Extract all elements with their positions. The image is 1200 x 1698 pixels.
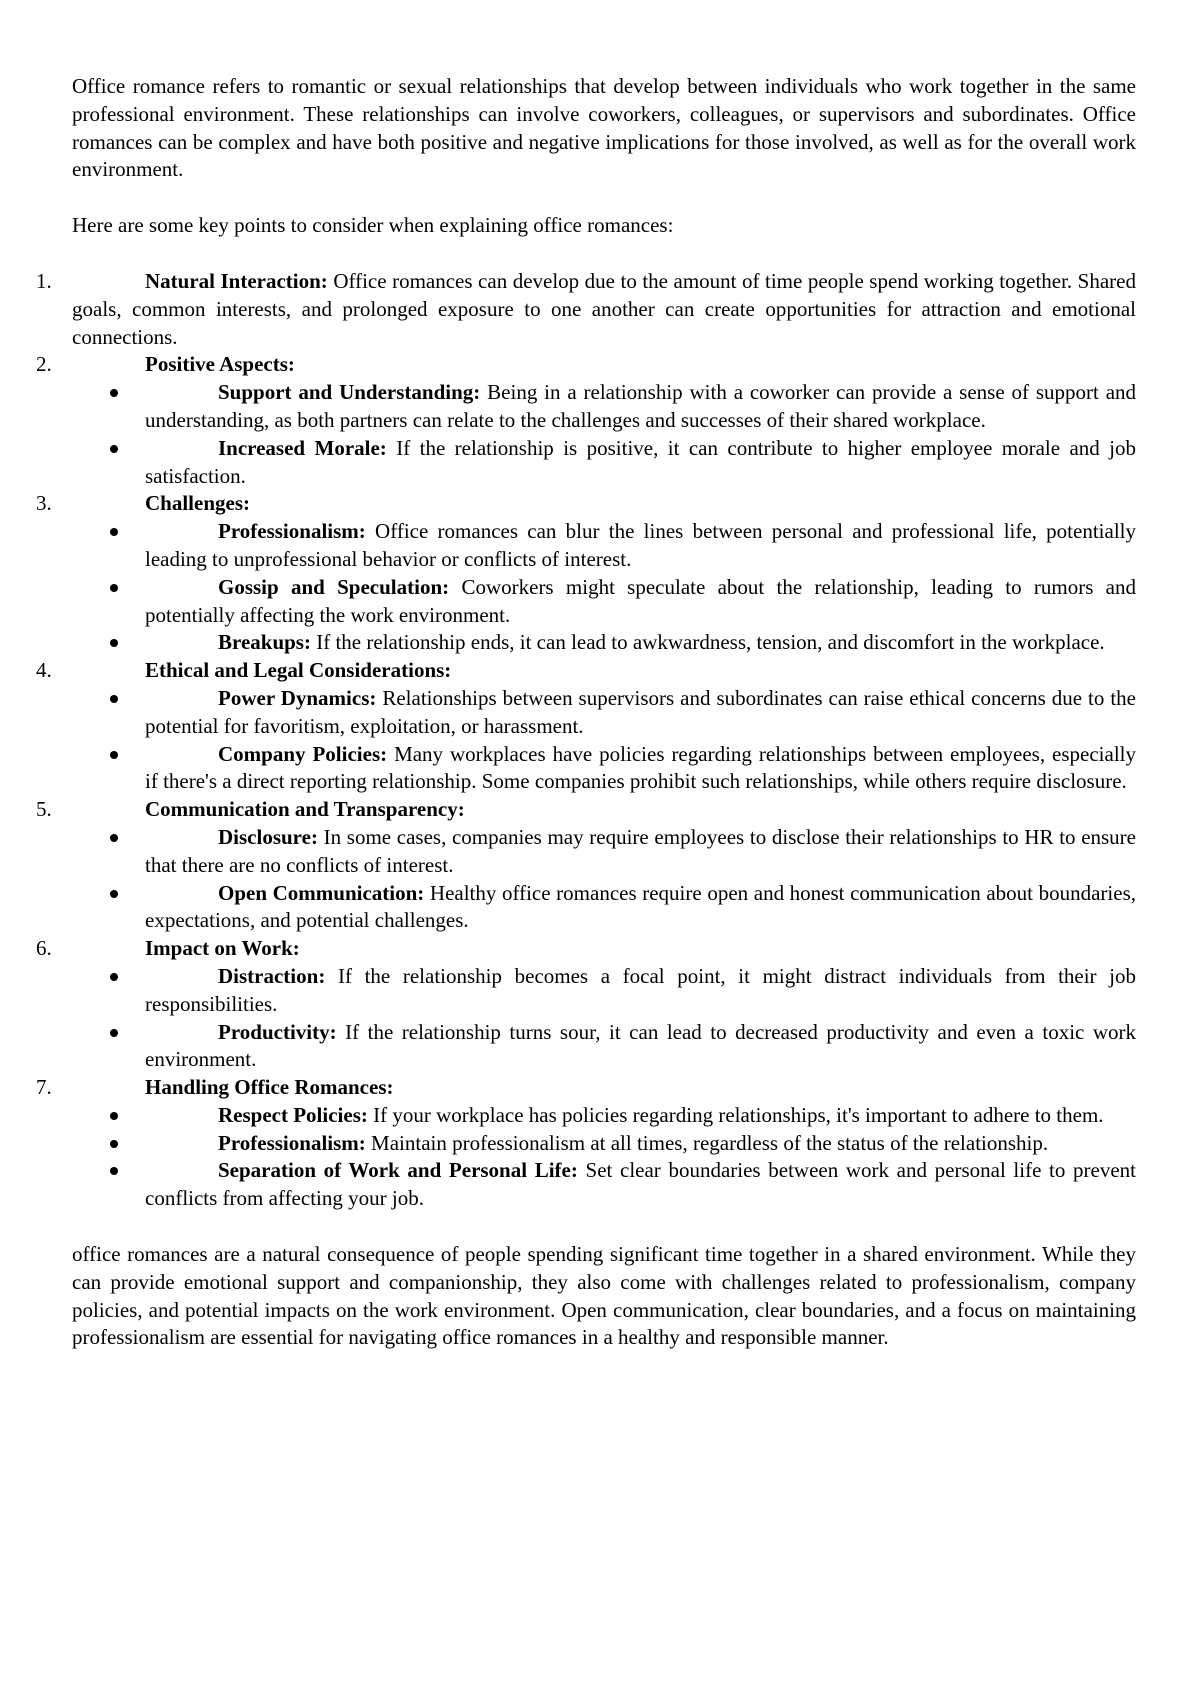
item-label: Distraction:	[218, 963, 326, 988]
point-number: 7.	[36, 1075, 52, 1100]
list-item	[72, 629, 1136, 657]
bullet-icon	[110, 973, 118, 981]
bullet-icon	[110, 639, 118, 647]
item-text: If your workplace has policies regarding relationships, it's important to adhere to them.	[373, 1102, 1104, 1127]
bullet-icon	[110, 751, 118, 759]
numbered-point-5	[36, 796, 1136, 935]
numbered-point-1	[36, 268, 1137, 351]
item-text: Many workplaces have policies regarding relationships between employees, especially if there's a direct reporting relationship. Some companies prohibit such relationships, while others require disclosure.	[145, 741, 1136, 794]
bullet-icon	[110, 445, 118, 453]
intro-paragraph: Office romance refers to romantic or sexual relationships that develop between individuals who work together in the same professional environment. These relationships can involve coworkers, colleagues, or supervisors and subordinates. Office romances can be complex and have both positive and negative implications for those involved, as well as for the overall work environment.	[72, 74, 1136, 182]
sub-list	[72, 1102, 1136, 1213]
bullet-icon	[110, 834, 118, 842]
numbered-point-7	[36, 1074, 1137, 1213]
item-label: Breakups:	[218, 630, 311, 655]
point-number: 3.	[36, 491, 52, 516]
sub-list	[72, 963, 1136, 1074]
item-text: If the relationship is positive, it can contribute to higher employee morale and job satisfaction.	[145, 435, 1137, 488]
point-title: Ethical and Legal Considerations:	[145, 658, 452, 683]
numbered-point-3	[36, 490, 1136, 657]
item-label: Disclosure:	[218, 824, 318, 849]
item-text: Office romances can blur the lines between personal and professional life, potentially leading to unprofessional behavior or conflicts of interest.	[145, 519, 1136, 571]
numbered-point-4	[36, 657, 1137, 796]
list-item	[72, 435, 1136, 491]
point-title: Challenges:	[145, 491, 250, 516]
item-text: If the relationship becomes a focal point, it might distract individuals from their job responsibilities.	[145, 963, 1137, 1016]
document-body	[36, 73, 1137, 1352]
item-text: Set clear boundaries between work and personal life to prevent conflicts from affecting your job.	[145, 1158, 1137, 1211]
item-label: Professionalism:	[218, 519, 366, 544]
item-label: Company Policies:	[218, 741, 388, 766]
bullet-icon	[110, 890, 118, 898]
item-label: Support and Understanding:	[218, 380, 481, 405]
item-label: Respect Policies:	[218, 1102, 368, 1127]
item-text: If the relationship ends, it can lead to awkwardness, tension, and discomfort in the workplace.	[316, 630, 1105, 655]
list-item	[72, 1157, 1136, 1213]
numbered-point-2	[36, 351, 1137, 490]
list-item	[72, 379, 1136, 435]
list-item	[72, 741, 1136, 797]
sub-list	[72, 379, 1136, 490]
point-paragraph	[72, 268, 1136, 351]
bullet-icon	[110, 695, 118, 703]
sub-list	[72, 824, 1136, 935]
point-number: 6.	[36, 936, 52, 961]
item-label: Gossip and Speculation:	[218, 574, 450, 599]
bullet-icon	[110, 1140, 118, 1148]
sub-list	[72, 685, 1136, 796]
item-label: Professionalism:	[218, 1130, 366, 1155]
list-item	[72, 1019, 1136, 1075]
list-item	[72, 518, 1136, 574]
point-number: 2.	[36, 352, 52, 377]
list-item	[72, 574, 1136, 630]
point-title: Handling Office Romances:	[145, 1075, 394, 1100]
lead-paragraph: Here are some key points to consider when explaining office romances:	[72, 213, 674, 238]
item-text: If the relationship turns sour, it can lead to decreased productivity and even a toxic work environment.	[145, 1019, 1137, 1072]
item-text: Healthy office romances require open and honest communication about boundaries, expectations, and potential challenges.	[145, 880, 1136, 933]
list-item	[72, 963, 1136, 1019]
item-text: Being in a relationship with a coworker can provide a sense of support and understanding, as both partners can relate to the challenges and successes of their shared workplace.	[145, 380, 1137, 432]
point-number: 5.	[36, 797, 52, 822]
item-text: Maintain professionalism at all times, regardless of the status of the relationship.	[371, 1130, 1049, 1155]
list-item	[72, 880, 1136, 936]
point-title: Communication and Transparency:	[145, 797, 465, 822]
bullet-icon	[110, 584, 118, 592]
item-text: Relationships between supervisors and subordinates can raise ethical concerns due to the potential for favoritism, exploitation, or harassment.	[145, 685, 1137, 738]
point-number: 4.	[36, 658, 52, 683]
item-label: Productivity:	[218, 1019, 337, 1044]
list-item	[72, 1102, 1136, 1130]
conclusion-paragraph: office romances are a natural consequence of people spending significant time together in a shared environment. While they can provide emotional support and companionship, they also come with challenges related to professionalism, company policies, and potential impacts on the work environment. Open communication, clear boundaries, and a focus on maintaining professionalism are essential for navigating office romances in a healthy and responsible manner.	[72, 1242, 1136, 1350]
point-text: Office romances can develop due to the amount of time people spend working together. Shared goals, common interests, and prolonged exposure to one another can create opportunities for attraction and emotional connections.	[72, 268, 1137, 349]
numbered-point-6	[36, 935, 1137, 1074]
bullet-icon	[110, 1167, 118, 1175]
point-title: Impact on Work:	[145, 936, 300, 961]
item-label: Open Communication:	[218, 880, 425, 905]
item-label: Increased Morale:	[218, 435, 387, 460]
sub-list	[72, 518, 1136, 657]
item-label: Separation of Work and Personal Life:	[218, 1158, 578, 1183]
list-item	[72, 685, 1136, 741]
list-item	[72, 824, 1136, 880]
bullet-icon	[110, 1112, 118, 1120]
bullet-icon	[110, 528, 118, 536]
point-number: 1.	[36, 268, 52, 293]
point-title: Natural Interaction:	[145, 268, 328, 293]
bullet-icon	[110, 389, 118, 397]
item-text: Coworkers might speculate about the relationship, leading to rumors and potentially affecting the work environment.	[145, 574, 1136, 627]
bullet-icon	[110, 1029, 118, 1037]
point-title: Positive Aspects:	[145, 352, 295, 377]
item-label: Power Dynamics:	[218, 685, 377, 710]
item-text: In some cases, companies may require employees to disclose their relationships to HR to ensure that there are no conflicts of interest.	[145, 824, 1136, 877]
list-item	[72, 1130, 1136, 1158]
